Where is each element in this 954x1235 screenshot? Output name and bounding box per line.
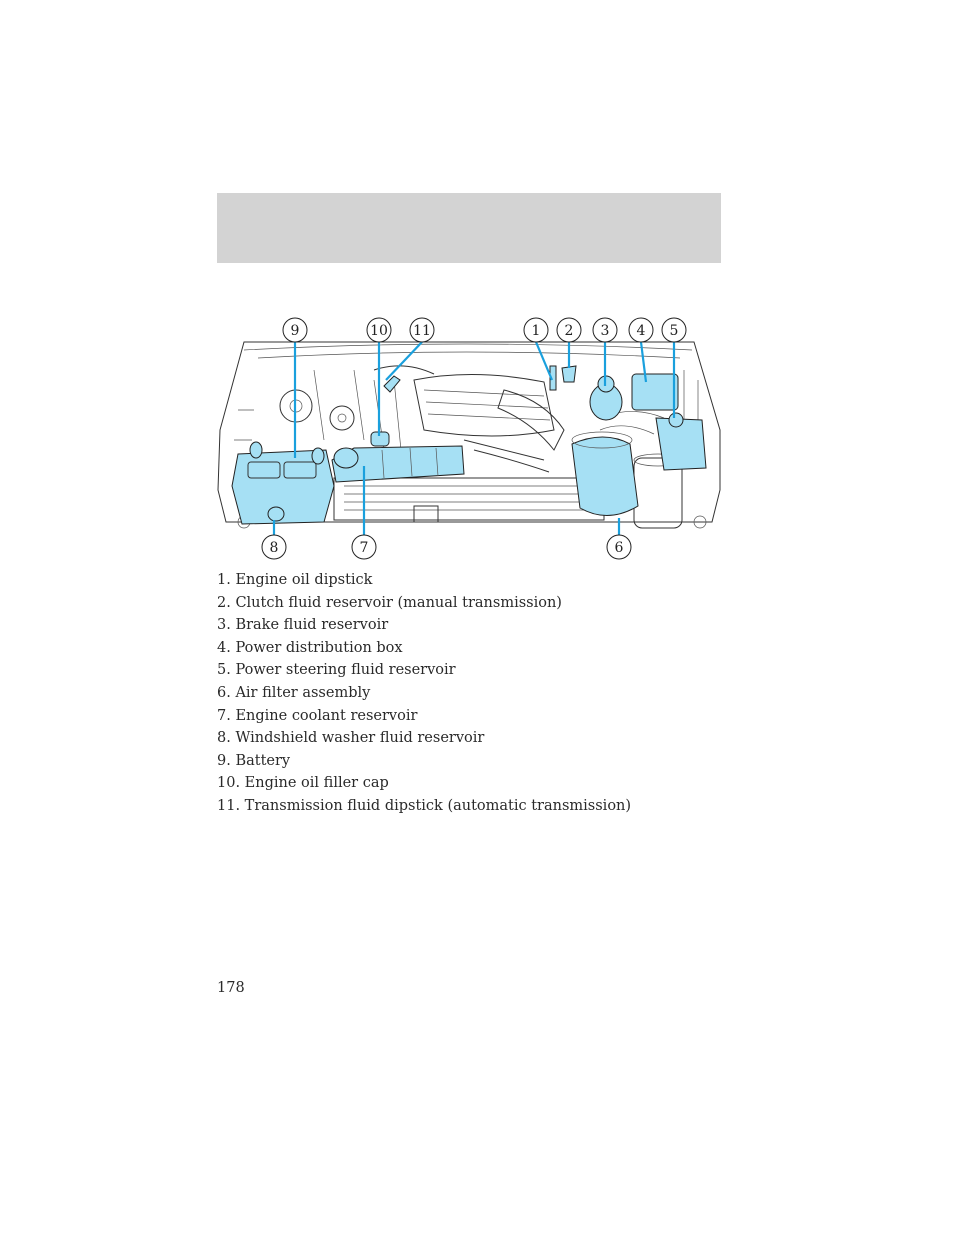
callout-6 <box>607 535 631 559</box>
clutch-reservoir-shape <box>562 366 576 382</box>
section-header-band <box>217 193 721 263</box>
air-filter-shape <box>572 437 638 516</box>
legend-item-9: 9. Battery <box>217 752 291 769</box>
legend-item-1: 1. Engine oil dipstick <box>217 572 373 588</box>
callout-label-6: 6 <box>614 540 624 556</box>
callout-9 <box>283 318 307 342</box>
component-legend <box>217 569 631 818</box>
callout-11 <box>410 318 434 342</box>
callout-label-4: 4 <box>636 323 646 339</box>
legend-item-7: 7. Engine coolant reservoir <box>217 707 418 724</box>
page-number: 178 <box>217 980 245 996</box>
callout-5 <box>662 318 686 342</box>
engine-compartment-diagram <box>214 310 724 570</box>
callout-3 <box>593 318 617 342</box>
callout-2 <box>557 318 581 342</box>
callout-label-8: 8 <box>269 540 279 556</box>
power-distribution-box-shape <box>632 374 678 410</box>
legend-item-6: 6. Air filter assembly <box>217 684 371 701</box>
legend-item-8: 8. Windshield washer fluid reservoir <box>217 730 485 747</box>
callout-7 <box>352 535 376 559</box>
callout-label-9: 9 <box>290 323 300 339</box>
callout-label-1: 1 <box>531 323 541 339</box>
legend-item-4: 4. Power distribution box <box>217 639 403 656</box>
legend-item-3: 3. Brake fluid reservoir <box>217 617 389 634</box>
callout-1 <box>524 318 548 342</box>
callout-label-10: 10 <box>370 323 388 339</box>
washer-cap-shape <box>268 507 284 521</box>
callout-label-7: 7 <box>359 540 369 556</box>
callout-8 <box>262 535 286 559</box>
legend-item-10: 10. Engine oil filler cap <box>217 775 389 792</box>
callout-label-11: 11 <box>413 323 431 339</box>
callout-label-2: 2 <box>564 323 574 339</box>
callout-10 <box>367 318 391 342</box>
legend-item-2: 2. Clutch fluid reservoir (manual transmission) <box>217 594 562 611</box>
legend-item-11: 11. Transmission fluid dipstick (automatic transmission) <box>217 797 632 814</box>
power-steering-reservoir-shape <box>656 418 706 470</box>
callout-4 <box>629 318 653 342</box>
callout-label-3: 3 <box>600 323 610 339</box>
callout-label-5: 5 <box>669 323 679 339</box>
legend-item-5: 5. Power steering fluid reservoir <box>217 662 456 679</box>
